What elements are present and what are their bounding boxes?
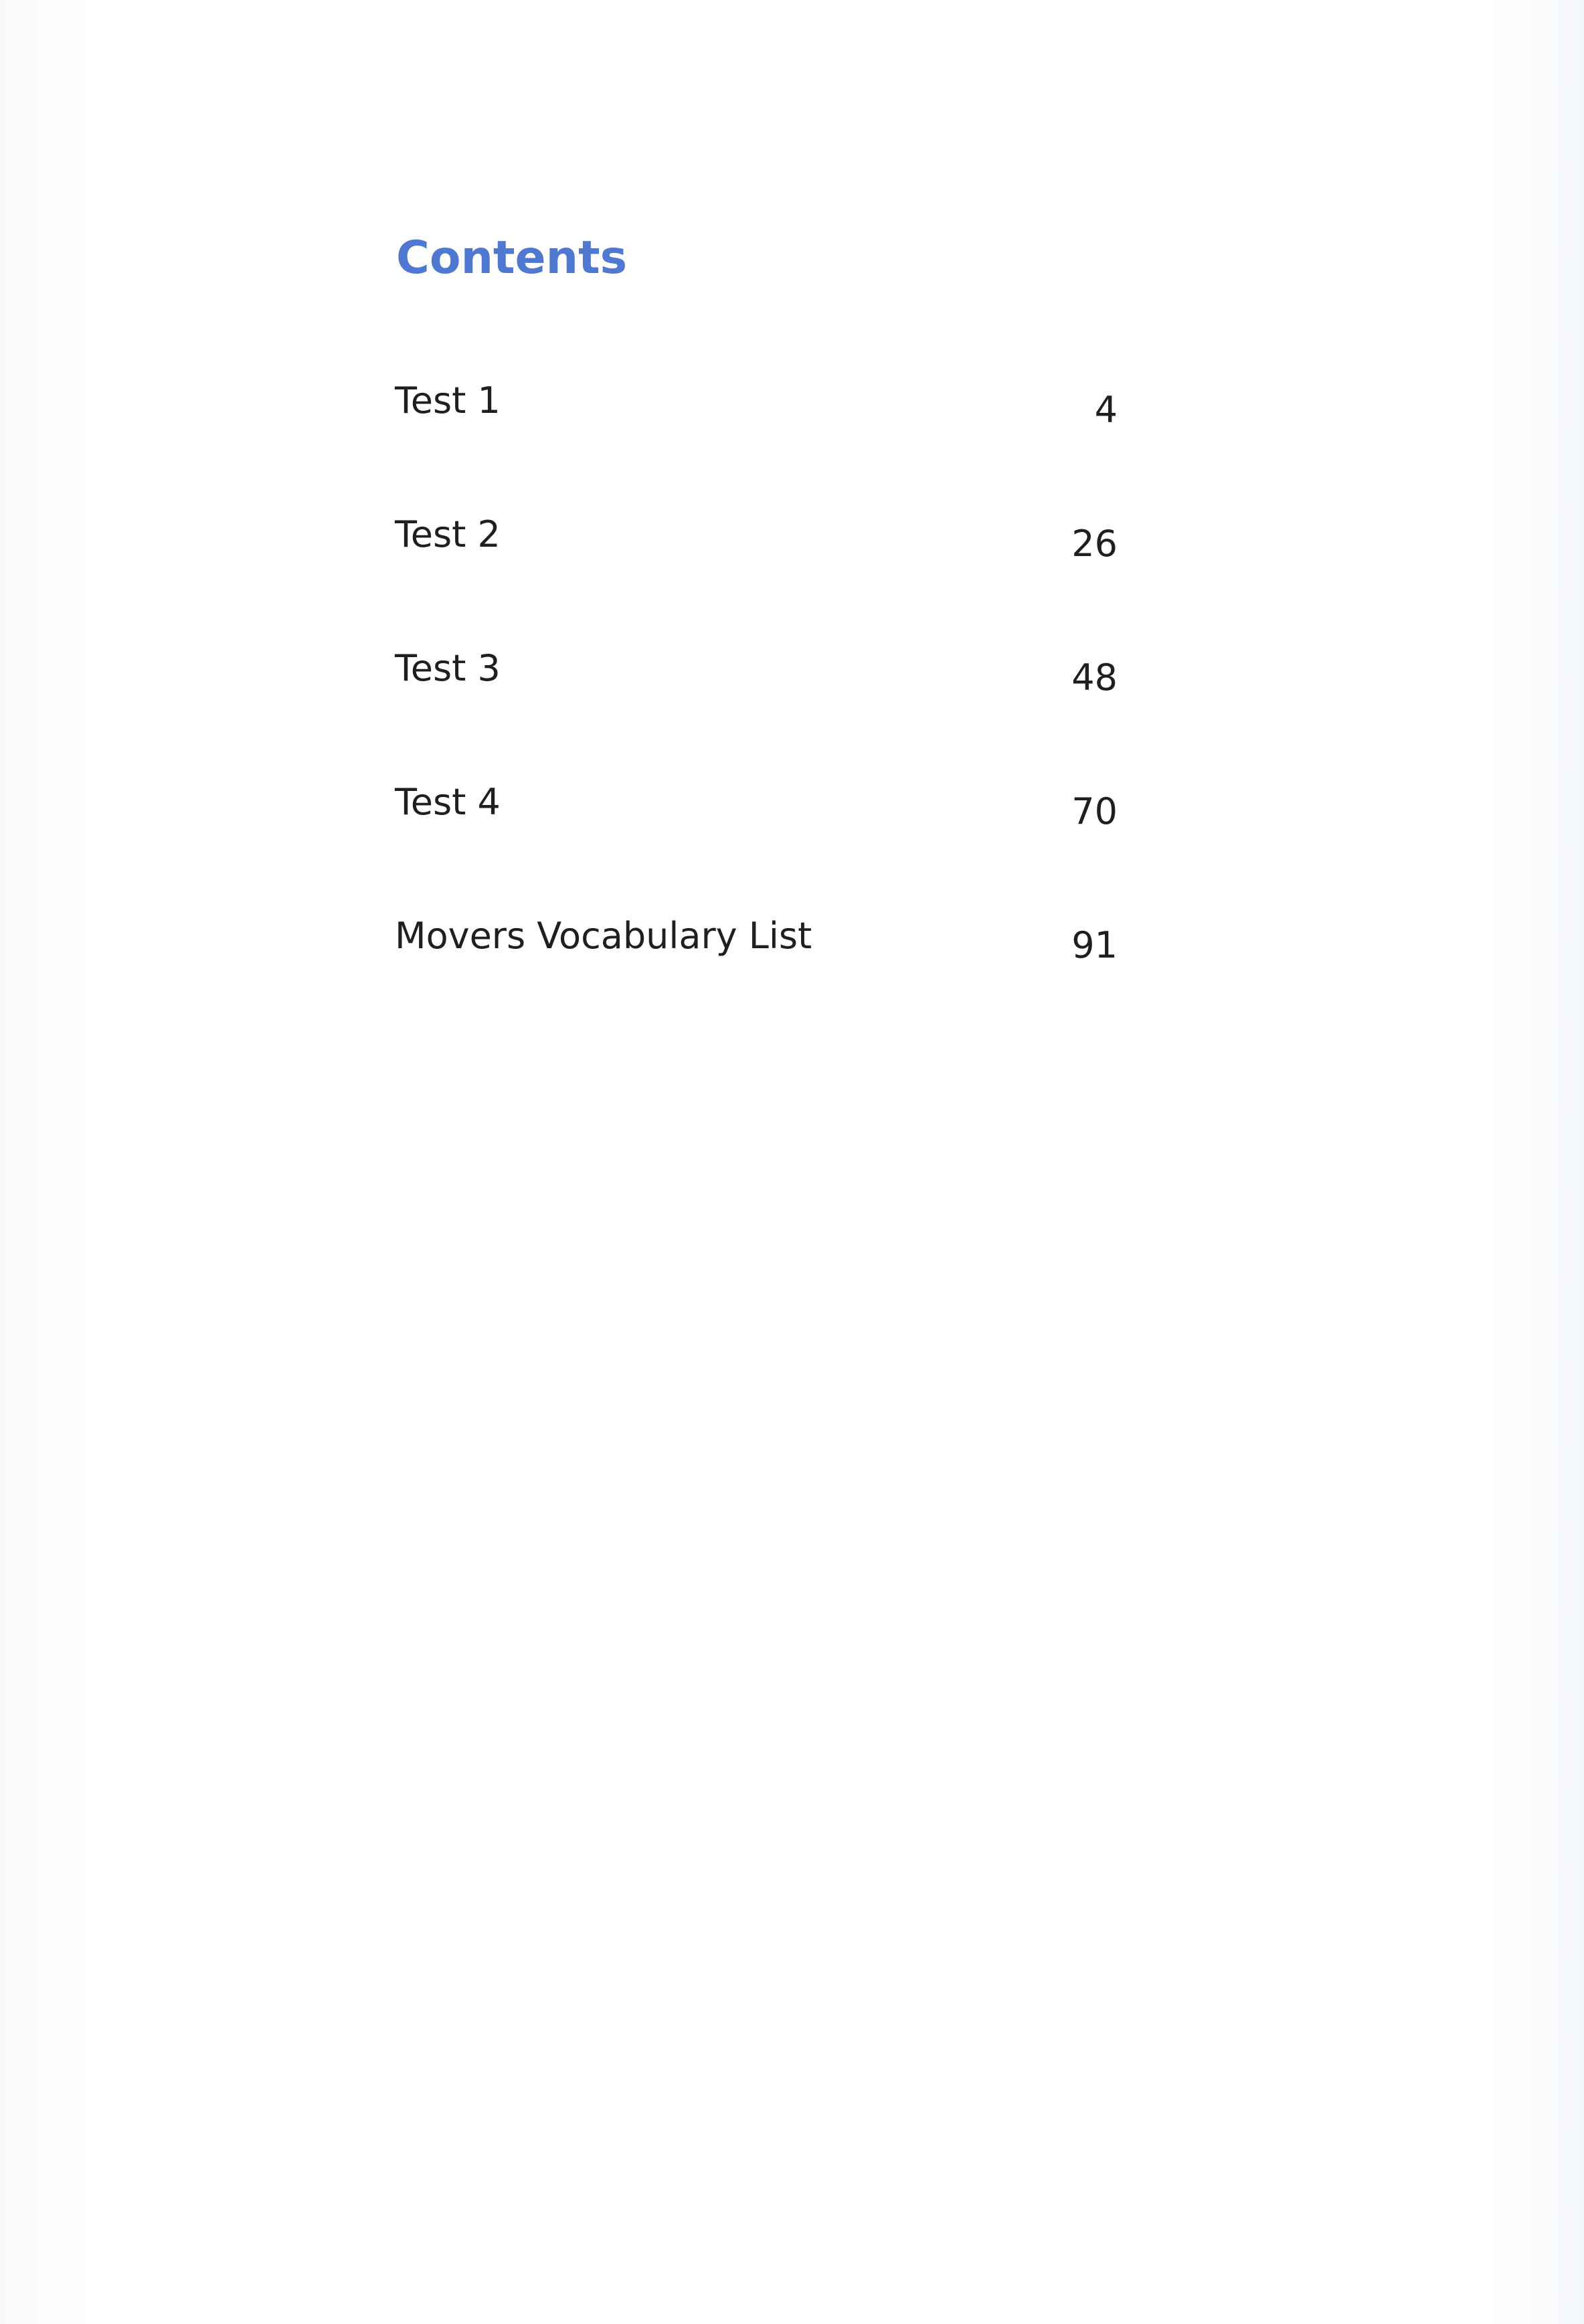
toc-entry-test-2: [395, 513, 1118, 650]
toc-entry-test-3: [395, 647, 1118, 784]
toc-entry-page-number: 4: [1094, 389, 1118, 431]
toc-entry-page-number: 48: [1071, 656, 1118, 699]
toc-entry-page-number: 91: [1071, 924, 1118, 966]
toc-entry-label: Test 4: [395, 781, 501, 823]
toc-entry-test-4: [395, 781, 1118, 918]
toc-entry-label: Test 3: [395, 647, 501, 689]
page-title: Contents: [396, 232, 628, 284]
toc-entry-page-number: 70: [1071, 790, 1118, 832]
toc-entry-label: Test 1: [395, 379, 501, 422]
toc-entry-label: Test 2: [395, 513, 501, 555]
toc-entry-label: Movers Vocabulary List: [395, 915, 812, 957]
toc-entry-test-1: [395, 379, 1118, 517]
table-of-contents: [395, 379, 1118, 1052]
toc-entry-vocabulary-list: [395, 915, 1118, 1052]
toc-entry-page-number: 26: [1071, 523, 1118, 565]
